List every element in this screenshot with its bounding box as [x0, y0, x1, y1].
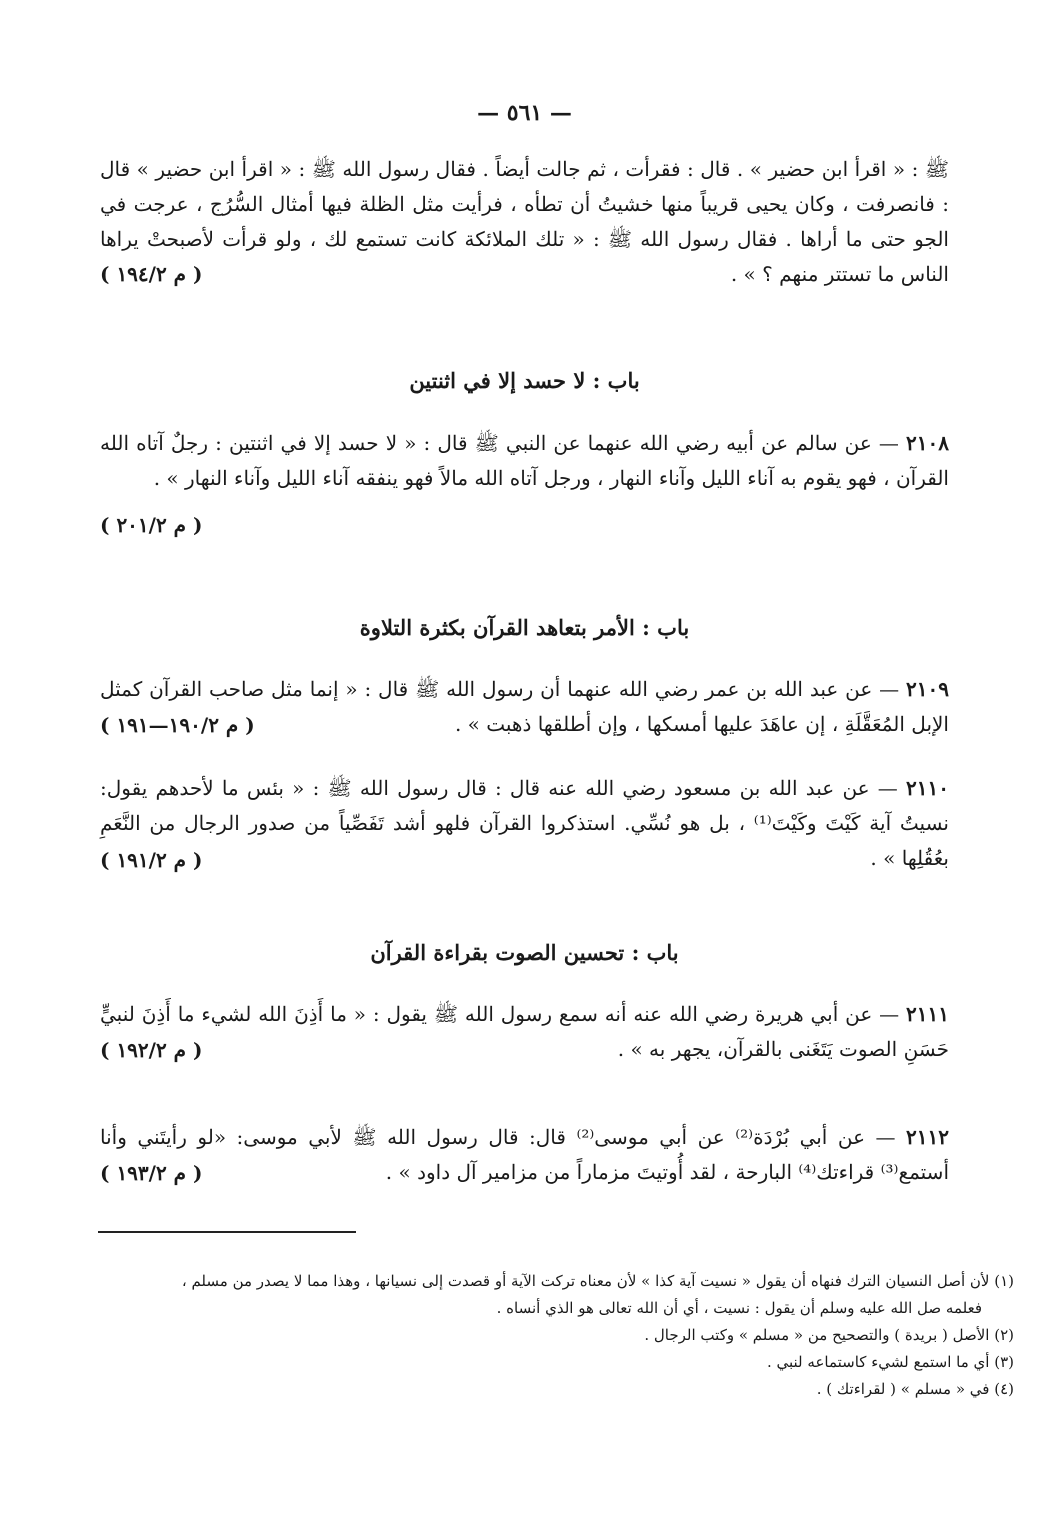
hadith-number: ٢١٠٩: [906, 677, 949, 701]
page-number: — ٥٦١ —: [477, 100, 572, 126]
hadith-body: — عن سالم عن أبيه رضي الله عنهما عن النبي ﷺ قال : « لا حسد إلا في اثنتين : رجلٌ آتاه الله القرآن ، فهو يقوم به آناء الليل وآناء النهار ، ورجل آتاه الله مالاً فهو ينفقه آناء الليل وآناء النهار » .: [100, 431, 949, 490]
intro-reference: ( م ١٩٤/٢ ): [100, 262, 203, 286]
hadith-reference: ( م ١٩٣/٢ ): [100, 1161, 203, 1185]
intro-paragraph: [100, 152, 949, 292]
hadith-reference: ( م ١٩٠/٢—١٩١ ): [100, 713, 255, 737]
footnote-1: (١) لأن أصل النسيان الترك فنهاه أن يقول « نسيت آية كذا » لأن معناه تركت الآية أو قصدت إلى نسيانها ، وهذا مما لا يصدر من مسلم ،: [181, 1272, 1014, 1290]
hadith-2109: [100, 672, 949, 742]
hadith-body: — عن عبد الله بن مسعود رضي الله عنه قال : قال رسول الله ﷺ : « بئس ما لأحدهم يقول: نسيتُ آية كَيْتَ وكَيْتَ⁽¹⁾ ، بل هو نُسِّي. استذكروا القرآن فلهو أشد تَفَصِّياً من صدور الرجال من النَّعَمِ بعُقُلِها » .: [100, 776, 949, 870]
footnote-divider: [98, 1231, 356, 1233]
hadith-number: ٢١١٠: [906, 776, 949, 800]
hadith-text: [100, 997, 949, 1067]
hadith-reference: ( م ٢٠١/٢ ): [100, 513, 203, 537]
hadith-reference: ( م ١٩١/٢ ): [100, 848, 203, 872]
hadith-number: ٢١٠٨: [906, 431, 950, 455]
section-heading-voice: باب : تحسين الصوت بقراءة القرآن: [370, 940, 679, 965]
intro-text: ﷺ : « اقرأ ابن حضير » . قال : فقرأت ، ثم جالت أيضاً . فقال رسول الله ﷺ : « اقرأ ابن حضير » قال : فانصرفت ، وكان يحيى قريباً منها خشيتُ أن تطأه ، فرأيت مثل الظلة فيها أمثال السُّرُج ، عرجت في الجو حتى ما أراها . فقال رسول الله ﷺ : « تلك الملائكة كانت تستمع لك ، ولو قرأت لأصبحتْ يراها الناس ما تستتر منهم ؟ » .: [100, 157, 950, 286]
hadith-2112: [100, 1120, 949, 1190]
hadith-body: — عن أبي بُرْدَة⁽²⁾ عن أبي موسى⁽²⁾ قال: قال رسول الله ﷺ لأبي موسى: «لو رأيتَني وأنا أستمع⁽³⁾ قراءتك⁽⁴⁾ البارحة ، لقد أُوتيتَ مزماراً من مزامير آل داود » .: [100, 1125, 949, 1184]
hadith-reference: ( م ١٩٢/٢ ): [100, 1038, 203, 1062]
hadith-text: [100, 1120, 949, 1190]
footnote-1-continued: فعلمه صل الله عليه وسلم أن يقول : نسيت ، أي أن الله تعالى هو الذي أنساه .: [496, 1299, 982, 1317]
hadith-number: ٢١١١: [906, 1002, 949, 1026]
footnote-3: (٣) أي ما استمع لشيء كاستماعه لنبي .: [766, 1353, 1014, 1371]
section-heading-recitation: باب : الأمر بتعاهد القرآن بكثرة التلاوة: [359, 615, 690, 640]
hadith-text: [100, 426, 949, 496]
hadith-2110: [100, 771, 949, 876]
hadith-2108: [100, 426, 950, 537]
footnotes: [40, 1268, 1014, 1403]
section-heading-envy: باب : لا حسد إلا في اثنتين: [409, 368, 640, 393]
hadith-body: — عن أبي هريرة رضي الله عنه أنه سمع رسول الله ﷺ يقول : « ما أَذِنَ الله لشيء ما أَذِنَ لنبيٍّ حَسَنِ الصوت يَتَغَنى بالقرآن، يجهر به » .: [100, 1002, 949, 1061]
hadith-2111: [100, 997, 949, 1067]
hadith-number: ٢١١٢: [906, 1125, 949, 1149]
hadith-body: — عن عبد الله بن عمر رضي الله عنهما أن رسول الله ﷺ قال : « إنما مثل صاحب القرآن كمثل الإبل المُعَقَّلَةِ ، إن عاهَدَ عليها أمسكها ، وإن أطلقها ذهبت » .: [100, 677, 949, 736]
hadith-text: [100, 771, 949, 876]
footnote-2: (٢) الأصل ( بريدة ) والتصحيح من « مسلم » وكتب الرجال .: [644, 1326, 1014, 1344]
footnote-4: (٤) في « مسلم » ( لقراءتك ) .: [816, 1380, 1014, 1398]
